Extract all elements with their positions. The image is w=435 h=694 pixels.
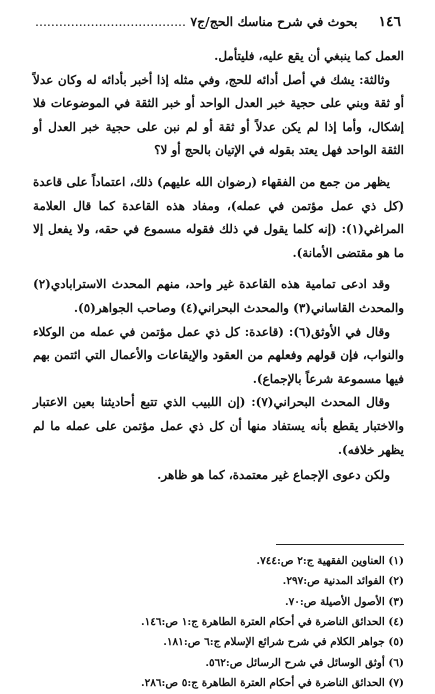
footnote-item: (٣) الأصول الأصيلة ص:٧٠. [284,595,404,608]
main-text [33,45,404,488]
paragraph-7: ولكن دعوى الإجماع غير معتمدة، كما هو ظاهر. [157,468,390,483]
footnotes-list [33,551,404,694]
paragraph-1: العمل كما ينبغي أن يقع عليه، فليتأمل. [214,49,404,63]
footnote-item: (٦) أوثق الوسائل في شرح الرسائل ص:٥٦٢. [205,656,404,669]
paragraph-5: وقال في الأوثق(٦): (قاعدة: كل ذي عمل مؤتمن في عمله من الوكلاء والنواب، فإن قولهم وفعلهم من العقود والإيقاعات والأعمال التي ائتمن بهم فيها مسموعة شرعاً بالإجماع). [33,324,404,386]
paragraph-2: وثالثة: يشك في أصل أدائه للحج، وفي مثله إذا أخبر بأدائه له وكان عدلاً أو ثقة وبني على حجية خبر العدل الواحد أو خبر الثقة في الموضوعات فلا إشكال، وأما إذا لم يكن عدلاً أو ثقة أو لم نبن على حجية خبر العدل أو الثقة الواحد فهل يعتد بقوله في الإتيان بالحج أو لا؟ [33,72,404,158]
paragraph-6: وقال المحدث البحراني(٧): (إن اللبيب الذي تتبع أحاديثنا بعين الاعتبار والاختبار يقطع بأنه يستفاد منها أن كل ذي عمل مؤتمن على عمله ما لم يظهر خلافه). [33,395,404,457]
page-number: ١٤٦ [378,14,401,30]
leader-dots: ...................................... [35,14,186,29]
footnote-divider [276,544,404,545]
paragraph-3: يظهر من جمع من الفقهاء (رضوان الله عليهم) ذلك، اعتماداً على قاعدة (كل ذي عمل مؤتمن في عمله)، ومفاد هذه القاعدة كما قال العلامة المراغي(١): (إنه كلما يقول في ذلك فقوله مسموع في حقه، ولا يفعل إلا ما هو مقتضى الأمانة). [33,174,404,260]
footnote-item: (٤) الحدائق الناضرة في أحكام العترة الطاهرة ج:١ ص:١٤٦. [140,615,404,628]
footnote-item: (٥) جواهر الكلام في شرح شرائع الإسلام ج:٦ ص:١٨١. [163,636,404,649]
paragraph-4: وقد ادعى تمامية هذه القاعدة غير واحد، منهم المحدث الاسترابادي(٢) والمحدث القاساني(٣) والمحدث البحراني(٤) وصاحب الجواهر(٥). [33,277,404,315]
footnote-item: (٢) الفوائد المدنية ص:٢٩٧. [282,575,404,588]
running-title-text: بحوث في شرح مناسك الحج/ج٧ [190,14,358,29]
running-header [33,14,404,34]
footnote-item: (٧) الحدائق الناضرة في أحكام العترة الطاهرة ج:٥ ص:٢٨٦. [140,677,404,690]
footnote-item: (١) العناوين الفقهية ج:٢ ص:٧٤٤. [256,554,404,567]
running-title [35,14,357,29]
